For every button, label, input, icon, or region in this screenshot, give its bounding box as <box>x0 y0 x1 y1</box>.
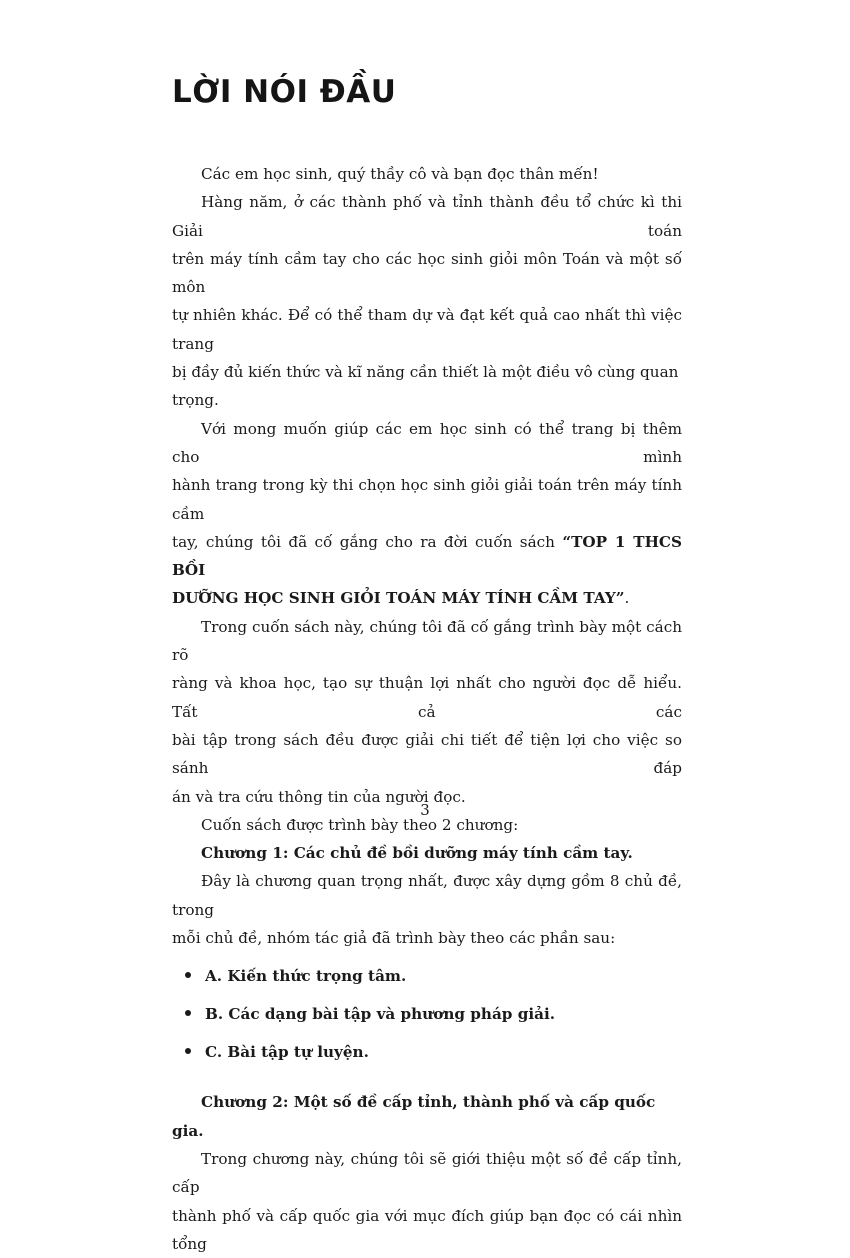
para2-line1: Với mong muốn giúp các em học sinh có thể trang bị thêm cho mình <box>172 415 682 472</box>
para3-line4: án và tra cứu thông tin của người đọc. <box>172 783 682 811</box>
book-title-part1: “TOP 1 THCS BỒI <box>172 533 682 579</box>
greeting: Các em học sinh, quý thầy cô và bạn đọc thân mến! <box>172 160 682 188</box>
chapter2-line2: thành phố và cấp quốc gia với mục đích giúp bạn đọc có cái nhìn tổng <box>172 1202 682 1258</box>
para3-line3: bài tập trong sách đều được giải chi tiết để tiện lợi cho việc so sánh đáp <box>172 726 682 783</box>
para1-line2: trên máy tính cầm tay cho các học sinh giỏi môn Toán và một số môn <box>172 245 682 302</box>
list-item: B. Các dạng bài tập và phương pháp giải. <box>172 1000 682 1038</box>
para2-line2: hành trang trong kỳ thi chọn học sinh giỏi giải toán trên máy tính cầm <box>172 471 682 528</box>
para2-line4 <box>172 584 682 612</box>
page-number: 3 <box>0 801 850 819</box>
para3-line1: Trong cuốn sách này, chúng tôi đã cố gắng trình bày một cách rõ <box>172 613 682 670</box>
chapter1-line1: Đây là chương quan trọng nhất, được xây dựng gồm 8 chủ đề, trong <box>172 867 682 924</box>
para1-line3: tự nhiên khác. Để có thể tham dự và đạt kết quả cao nhất thì việc trang <box>172 301 682 358</box>
bullet-icon <box>185 972 191 978</box>
para1-line4: bị đầy đủ kiến thức và kĩ năng cần thiết là một điều vô cùng quan trọng. <box>172 358 682 415</box>
chapter2-line1: Trong chương này, chúng tôi sẽ giới thiệu một số đề cấp tỉnh, cấp <box>172 1145 682 1202</box>
para3-line2: ràng và khoa học, tạo sự thuận lợi nhất cho người đọc dễ hiểu. Tất cả các <box>172 669 682 726</box>
para1-line1: Hàng năm, ở các thành phố và tỉnh thành đều tổ chức kì thi Giải toán <box>172 188 682 245</box>
bullet-icon <box>185 1010 191 1016</box>
page-title: LỜI NÓI ĐẦU <box>172 72 396 112</box>
para2-line4-end: . <box>624 589 629 607</box>
list-item: C. Bài tập tự luyện. <box>172 1038 682 1076</box>
structure-intro: Cuốn sách được trình bày theo 2 chương: <box>172 811 682 839</box>
chapter1-sections-list <box>172 962 682 1076</box>
para2-line3-text: tay, chúng tôi đã cố gắng cho ra đời cuốn sách <box>172 533 562 551</box>
list-item: A. Kiến thức trọng tâm. <box>172 962 682 1000</box>
preface-body <box>172 160 682 1258</box>
chapter2-heading: Chương 2: Một số đề cấp tỉnh, thành phố và cấp quốc gia. <box>172 1088 682 1145</box>
chapter1-heading: Chương 1: Các chủ đề bồi dưỡng máy tính cầm tay. <box>172 839 682 867</box>
book-title-part2: DƯỠNG HỌC SINH GIỎI TOÁN MÁY TÍNH CẦM TAY” <box>172 589 624 607</box>
para2-line3 <box>172 528 682 585</box>
chapter1-line2: mỗi chủ đề, nhóm tác giả đã trình bày theo các phần sau: <box>172 924 682 952</box>
bullet-icon <box>185 1048 191 1054</box>
